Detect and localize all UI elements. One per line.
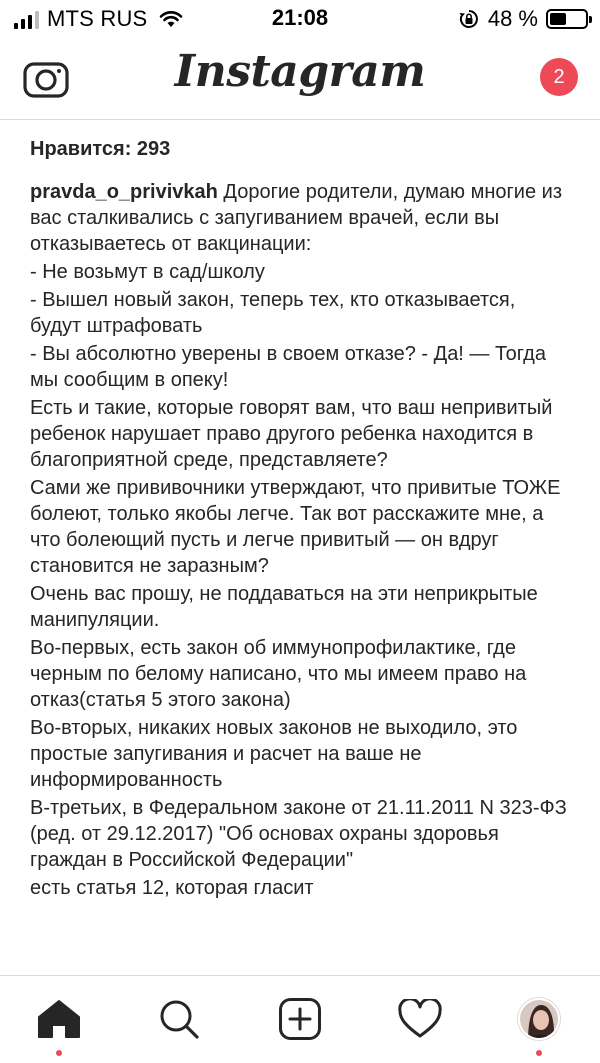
nav-activity[interactable]: [395, 994, 445, 1044]
post-username[interactable]: pravda_o_privivkah: [30, 181, 218, 203]
caption-paragraph: Есть и такие, которые говорят вам, что ваш непривитый ребенок нарушает право другого ребенка находится в благоприятной среде, представляете?: [30, 397, 553, 471]
heart-icon: [398, 999, 442, 1039]
carrier-name: MTS RUS: [47, 6, 148, 31]
battery-percent: 48 %: [487, 6, 538, 31]
bottom-nav: [0, 975, 600, 1063]
status-time: 21:08: [271, 5, 329, 30]
status-right: [458, 6, 588, 32]
nav-add-post[interactable]: [275, 994, 325, 1044]
home-activity-dot: [56, 1050, 62, 1056]
profile-avatar: [518, 998, 560, 1040]
caption-paragraph: - Вы абсолютно уверены в своем отказе? - Да! — Тогда мы сообщим в опеку!: [30, 343, 546, 391]
caption-first-paragraph: [30, 179, 572, 257]
likes-count[interactable]: Нравится: 293: [30, 138, 171, 160]
caption-paragraph: Очень вас прошу, не поддаваться на эти неприкрытые манипуляции.: [30, 583, 538, 631]
caption-paragraph: Во-вторых, никаких новых законов не выходило, это простые запугивания и расчет на ваше не информированность: [30, 717, 518, 791]
instagram-logo: Instagram: [174, 46, 426, 97]
post-details: [0, 120, 600, 980]
add-post-icon: [278, 997, 322, 1041]
status-bar: [0, 0, 600, 38]
caption-paragraph: - Вышел новый закон, теперь тех, кто отказывается, будут штрафовать: [30, 289, 516, 337]
profile-activity-dot: [536, 1050, 542, 1056]
caption-text: Дорогие родители, думаю многие из вас сталкивались с запугиванием врачей, если вы отказываетесь от вакцинации:: [30, 181, 562, 255]
direct-notification-badge[interactable]: 2: [540, 58, 578, 96]
caption-paragraph: Сами же прививочники утверждают, что привитые ТОЖЕ болеют, только якобы легче. Так вот расскажите мне, а что болеющий пусть и легче привитый — он вдруг становится не заразным?: [30, 477, 561, 577]
caption-paragraph: Во-первых, есть закон об иммунопрофилактике, где черным по белому написано, что мы имеем право на отказ(статья 5 этого закона): [30, 637, 527, 711]
nav-profile[interactable]: [514, 994, 564, 1044]
nav-search[interactable]: [154, 994, 204, 1044]
app-header: [0, 38, 600, 120]
home-icon: [37, 999, 81, 1039]
rotation-lock-icon: [458, 8, 480, 30]
caption-paragraph: В-третьих, в Федеральном законе от 21.11.2011 N 323-ФЗ (ред. от 29.12.2017) "Об основах охраны здоровья граждан в Российской Федерации": [30, 797, 567, 871]
battery-icon: [546, 9, 588, 29]
caption-paragraph: - Не возьмут в сад/школу: [30, 261, 265, 283]
caption-cut-line: есть статья 12, которая гласит: [30, 877, 314, 899]
post-caption: [30, 179, 572, 901]
search-icon: [158, 998, 200, 1040]
nav-home[interactable]: [34, 994, 84, 1044]
